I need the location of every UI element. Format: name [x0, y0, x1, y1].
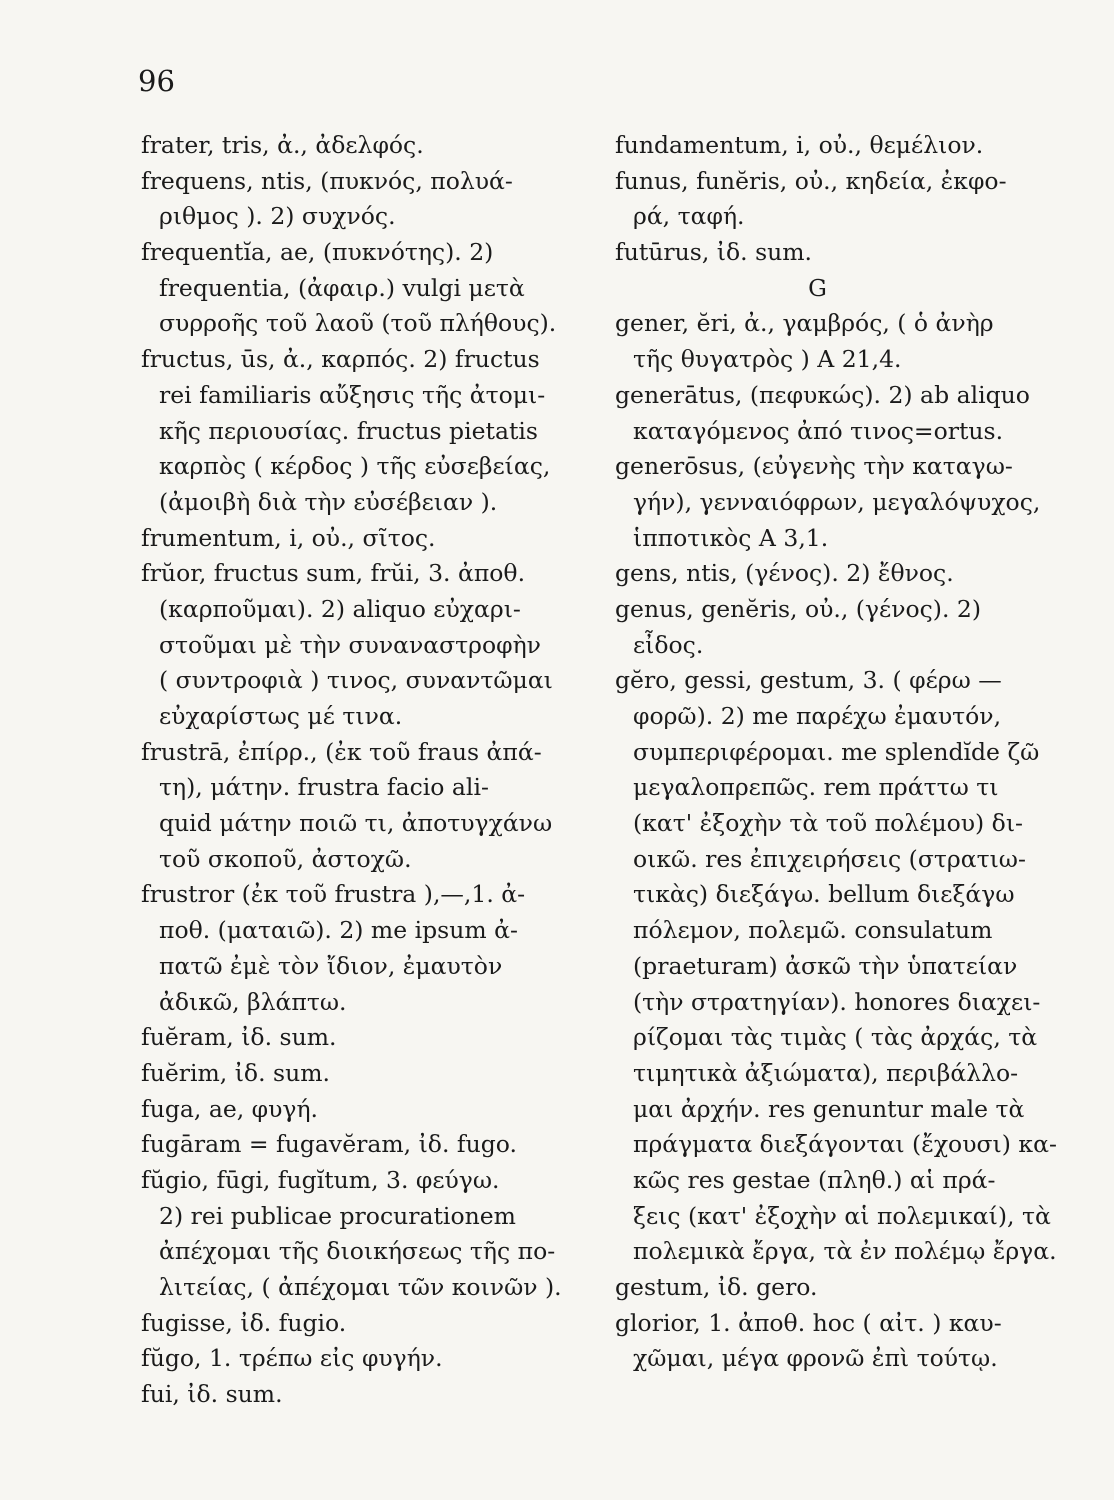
dictionary-line: (praeturam) ἀσκῶ τὴν ὑπατείαν: [633, 951, 1018, 980]
dictionary-line: ρά, ταφή.: [633, 202, 745, 231]
dictionary-line: ἀπέχομαι τῆς διοικήσεως τῆς πο-: [159, 1237, 556, 1266]
dictionary-line: (κατ' ἐξοχὴν τὰ τοῦ πολέμου) δι-: [633, 809, 1023, 838]
dictionary-line: πολεμικὰ ἔργα, τὰ ἐν πολέμῳ ἔργα.: [633, 1237, 1057, 1266]
dictionary-line: τη), μάτην. frustra facio ali-: [159, 773, 489, 802]
dictionary-line: frŭor, fructus sum, frŭi, 3. ἀποθ.: [141, 559, 526, 588]
dictionary-line: glorior, 1. ἀποθ. hoc ( αἰτ. ) καυ-: [615, 1308, 1002, 1337]
dictionary-line: κῆς περιουσίας. fructus pietatis: [159, 416, 538, 445]
dictionary-line: γήν), γενναιόφρων, μεγαλόψυχος,: [633, 487, 1041, 516]
dictionary-line: quid μάτην ποιῶ τι, ἀποτυγχάνω: [159, 809, 553, 838]
dictionary-line: ἱπποτικὸς A 3,1.: [633, 523, 829, 552]
dictionary-line: ριθμος ). 2) συχνός.: [159, 202, 396, 231]
dictionary-line: fuga, ae, φυγή.: [141, 1094, 319, 1123]
dictionary-line: fuĕram, ἰδ. sum.: [141, 1023, 337, 1052]
dictionary-line: frumentum, i, οὐ., σῖτος.: [141, 523, 436, 552]
dictionary-line: generōsus, (εὐγενὴς τὴν καταγω-: [615, 452, 1013, 481]
dictionary-line: οικῶ. res ἐπιχειρήσεις (στρατιω-: [633, 844, 1026, 873]
dictionary-line: fŭgo, 1. τρέπω εἰς φυγήν.: [141, 1344, 443, 1373]
dictionary-line: ( συντροφιὰ ) τινος, συναντῶμαι: [159, 666, 553, 695]
dictionary-line: fuĕrim, ἰδ. sum.: [141, 1058, 330, 1087]
dictionary-line: στοῦμαι μὲ τὴν συναναστροφὴν: [159, 630, 541, 659]
dictionary-line: ἀδικῶ, βλάπτω.: [159, 987, 347, 1016]
dictionary-line: λιτείας, ( ἀπέχομαι τῶν κοινῶν ).: [159, 1273, 562, 1301]
dictionary-line: fŭgio, fūgi, fugĭtum, 3. φεύγω.: [141, 1165, 500, 1194]
dictionary-line: (ἀμοιβὴ διὰ τὴν εὐσέβειαν ).: [159, 487, 498, 516]
dictionary-line: funus, funĕris, οὐ., κηδεία, ἐκφο-: [615, 166, 1007, 195]
dictionary-line: τιμητικὰ ἀξιώματα), περιβάλλο-: [633, 1058, 1019, 1087]
dictionary-line: τῆς θυγατρὸς ) A 21,4.: [633, 345, 902, 374]
dictionary-line: (καρποῦμαι). 2) aliquo εὐχαρι-: [159, 594, 521, 623]
dictionary-line: φορῶ). 2) me παρέχω ἐμαυτόν,: [633, 702, 1002, 730]
dictionary-line: frequentia, (ἀφαιρ.) vulgi μετὰ: [159, 273, 525, 302]
left-column: [141, 128, 586, 1413]
dictionary-line: gestum, ἰδ. gero.: [615, 1273, 818, 1301]
dictionary-line: genus, genĕris, οὐ., (γένος). 2): [615, 594, 982, 623]
dictionary-line: πόλεμον, πολεμῶ. consulatum: [633, 916, 993, 945]
dictionary-line: frater, tris, ἀ., ἀδελφός.: [141, 131, 424, 159]
dictionary-line: fui, ἰδ. sum.: [141, 1380, 283, 1409]
dictionary-line: καταγόμενος ἀπό τινος=ortus.: [633, 416, 1004, 445]
dictionary-line: fugisse, ἰδ. fugio.: [141, 1308, 347, 1337]
dictionary-line: futūrus, ἰδ. sum.: [615, 238, 813, 267]
dictionary-line: fugāram = fugavĕram, ἰδ. fugo.: [141, 1130, 517, 1159]
section-letter-heading: G: [808, 273, 827, 302]
dictionary-line: ποθ. (ματαιῶ). 2) me ipsum ἀ-: [159, 916, 518, 945]
dictionary-line: μεγαλοπρεπῶς. rem πράττω τι: [633, 773, 999, 802]
dictionary-line: χῶμαι, μέγα φρονῶ ἐπὶ τούτῳ.: [633, 1344, 998, 1373]
dictionary-line: καρπὸς ( κέρδος ) τῆς εὐσεβείας,: [159, 452, 551, 481]
dictionary-line: συμπεριφέρομαι. me splendĭde ζῶ: [633, 737, 1040, 766]
dictionary-line: πατῶ ἐμὲ τὸν ἴδιον, ἐμαυτὸν: [159, 951, 503, 980]
dictionary-line: frustror (ἐκ τοῦ frustra ),—,1. ἀ-: [141, 880, 526, 909]
dictionary-line: frustrā, ἐπίρρ., (ἐκ τοῦ fraus ἀπά-: [141, 737, 542, 766]
dictionary-line: πράγματα διεξάγονται (ἔχουσι) κα-: [633, 1130, 1057, 1159]
dictionary-line: rei familiaris αὔξησις τῆς ἀτομι-: [159, 380, 546, 409]
dictionary-line: κῶς res gestae (πληθ.) αἱ πρά-: [633, 1165, 996, 1194]
dictionary-line: τικὰς) διεξάγω. bellum διεξάγω: [633, 880, 1015, 909]
page-number: 96: [138, 64, 175, 98]
dictionary-line: εἶδος.: [633, 630, 704, 659]
dictionary-line: εὐχαρίστως μέ τινα.: [159, 702, 403, 730]
dictionary-line: frequens, ntis, (πυκνός, πολυά-: [141, 166, 513, 195]
dictionary-line: συρροῆς τοῦ λαοῦ (τοῦ πλήθους).: [159, 309, 557, 338]
dictionary-line: ρίζομαι τὰς τιμὰς ( τὰς ἀρχάς, τὰ: [633, 1023, 1038, 1052]
right-column: [615, 128, 1060, 1377]
dictionary-line: gens, ntis, (γένος). 2) ἔθνος.: [615, 559, 954, 588]
dictionary-line: fructus, ūs, ἀ., καρπός. 2) fructus: [141, 345, 540, 374]
dictionary-line: 2) rei publicae procurationem: [159, 1201, 516, 1230]
dictionary-line: generātus, (πεφυκώς). 2) ab aliquo: [615, 380, 1030, 409]
dictionary-line: fundamentum, i, οὐ., θεμέλιον.: [615, 131, 984, 159]
dictionary-line: gener, ĕri, ἀ., γαμβρός, ( ὁ ἀνὴρ: [615, 309, 994, 338]
dictionary-line: gĕro, gessi, gestum, 3. ( φέρω —: [615, 666, 1002, 695]
dictionary-line: ξεις (κατ' ἐξοχὴν αἱ πολεμικαί), τὰ: [633, 1201, 1051, 1230]
dictionary-line: frequentĭa, ae, (πυκνότης). 2): [141, 238, 494, 267]
dictionary-line: τοῦ σκοποῦ, ἀστοχῶ.: [159, 844, 412, 873]
dictionary-line: (τὴν στρατηγίαν). honores διαχει-: [633, 987, 1041, 1016]
dictionary-line: μαι ἀρχήν. res genuntur male τὰ: [633, 1094, 1025, 1123]
